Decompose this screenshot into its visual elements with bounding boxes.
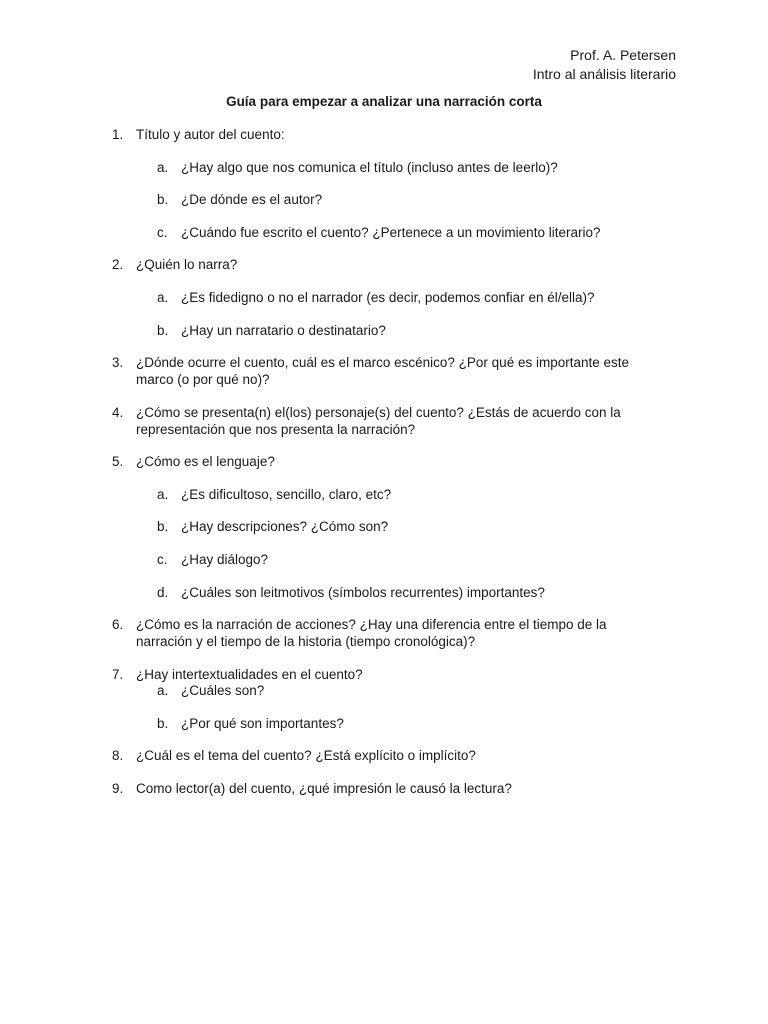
sub-letter: b.: [157, 519, 169, 534]
question-number: 6.: [112, 617, 124, 632]
sub-text: ¿Hay algo que nos comunica el título (incluso antes de leerlo)?: [181, 160, 558, 175]
sub-text: ¿Cuáles son leitmotivos (símbolos recurrentes) importantes?: [181, 585, 545, 600]
question-number: 9.: [112, 781, 124, 796]
sub-text: ¿Por qué son importantes?: [181, 716, 344, 731]
question-text: ¿Cómo es la narración de acciones? ¿Hay una diferencia entre el tiempo de la narración y el tiempo de la historia (tiempo cronológica)?: [136, 617, 607, 649]
question-number: 2.: [112, 257, 124, 272]
sub-text: ¿Es dificultoso, sencillo, claro, etc?: [181, 487, 392, 502]
sub-letter: a.: [157, 160, 169, 175]
sub-text: ¿Hay diálogo?: [181, 552, 269, 567]
sub-letter: b.: [157, 192, 169, 207]
sub-text: ¿Hay descripciones? ¿Cómo son?: [181, 519, 389, 534]
sub-letter: b.: [157, 716, 169, 731]
course-name: Intro al análisis literario: [532, 66, 676, 82]
sub-text: ¿Cuándo fue escrito el cuento? ¿Pertenece a un movimiento literario?: [181, 225, 601, 240]
question-number: 5.: [112, 454, 124, 469]
question-text: ¿Cómo es el lenguaje?: [136, 454, 275, 469]
question-text: ¿Hay intertextualidades en el cuento?: [136, 667, 363, 682]
question-text: ¿Quién lo narra?: [136, 257, 238, 272]
sub-text: ¿Es fidedigno o no el narrador (es decir, podemos confiar en él/ella)?: [181, 290, 595, 305]
question-text: ¿Cómo se presenta(n) el(los) personaje(s) del cuento? ¿Estás de acuerdo con la representación que nos presenta la narración?: [136, 405, 621, 437]
question-text: Título y autor del cuento:: [136, 127, 285, 142]
document-header: [533, 46, 676, 84]
question-text: Como lector(a) del cuento, ¿qué impresión le causó la lectura?: [136, 781, 512, 796]
sub-letter: a.: [157, 487, 169, 502]
question-number: 1.: [112, 127, 124, 142]
question-text: ¿Cuál es el tema del cuento? ¿Está explícito o implícito?: [136, 748, 476, 763]
sub-letter: a.: [157, 290, 169, 305]
author-name: Prof. A. Petersen: [570, 47, 676, 63]
sub-text: ¿Hay un narratario o destinatario?: [181, 323, 386, 338]
question-number: 8.: [112, 748, 124, 763]
sub-text: ¿De dónde es el autor?: [181, 192, 323, 207]
sub-letter: d.: [157, 585, 169, 600]
sub-letter: b.: [157, 323, 169, 338]
question-number: 4.: [112, 405, 124, 420]
question-number: 3.: [112, 355, 124, 370]
question-number: 7.: [112, 667, 124, 682]
sub-letter: c.: [157, 552, 168, 567]
document-title: Guía para empezar a analizar una narración corta: [226, 94, 542, 109]
sub-letter: a.: [157, 683, 169, 698]
sub-letter: c.: [157, 225, 168, 240]
sub-text: ¿Cuáles son?: [181, 683, 265, 698]
question-text: ¿Dónde ocurre el cuento, cuál es el marco escénico? ¿Por qué es importante este marco (o por qué no)?: [136, 355, 630, 387]
